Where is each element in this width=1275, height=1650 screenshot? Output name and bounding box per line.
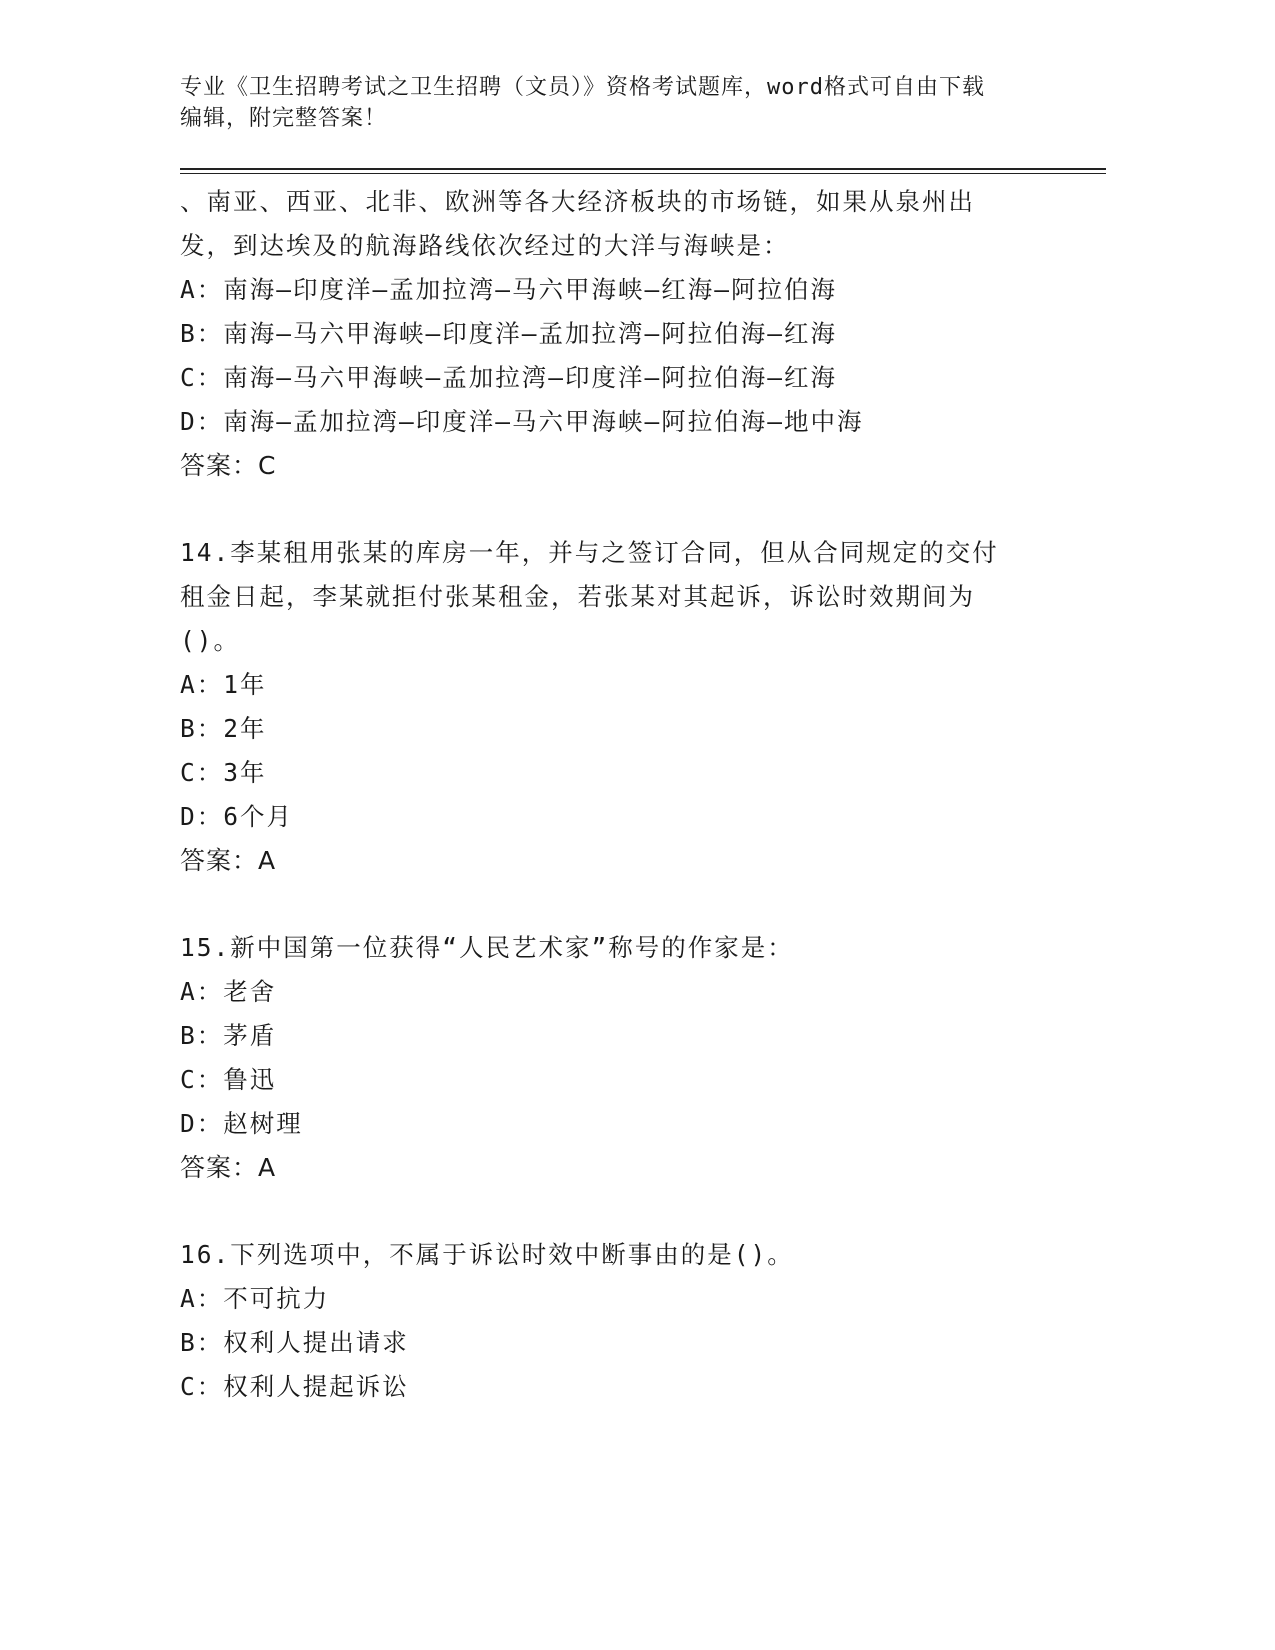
question-text: 16.下列选项中，不属于诉讼时效中断事由的是()。 — [180, 1240, 794, 1269]
answer: 答案：A — [180, 846, 277, 875]
option-c: C：3年 — [180, 758, 267, 787]
header-line-2: 编辑，附完整答案！ — [180, 106, 388, 131]
option-c: C：鲁迅 — [180, 1065, 277, 1094]
option-a: A：不可抗力 — [180, 1284, 330, 1313]
question-16 — [180, 1233, 1060, 1409]
header-divider-thin — [180, 173, 1106, 174]
option-b: B：权利人提出请求 — [180, 1328, 409, 1357]
option-a: A：老舍 — [180, 977, 277, 1006]
option-d: D：南海—孟加拉湾—印度洋—马六甲海峡—阿拉伯海—地中海 — [180, 407, 864, 436]
question-13 — [180, 180, 1060, 488]
question-14 — [180, 531, 1060, 883]
option-b: B：2年 — [180, 714, 267, 743]
option-d: D：赵树理 — [180, 1109, 303, 1138]
question-text: 、南亚、西亚、北非、欧洲等各大经济板块的市场链，如果从泉州出 — [180, 187, 975, 216]
question-text: ()。 — [180, 626, 241, 655]
question-list — [180, 180, 1060, 1409]
option-a: A：南海—印度洋—孟加拉湾—马六甲海峡—红海—阿拉伯海 — [180, 275, 837, 304]
option-a: A：1年 — [180, 670, 267, 699]
option-b: B：南海—马六甲海峡—印度洋—孟加拉湾—阿拉伯海—红海 — [180, 319, 837, 348]
option-d: D：6个月 — [180, 802, 294, 831]
answer: 答案：A — [180, 1153, 277, 1182]
document-header — [180, 72, 1040, 134]
answer: 答案：C — [180, 451, 277, 480]
question-text: 发，到达埃及的航海路线依次经过的大洋与海峡是： — [180, 231, 790, 260]
option-b: B：茅盾 — [180, 1021, 277, 1050]
header-line-1: 专业《卫生招聘考试之卫生招聘（文员）》资格考试题库，word格式可自由下载 — [180, 75, 985, 100]
question-text: 租金日起，李某就拒付张某租金，若张某对其起诉，诉讼时效期间为 — [180, 582, 975, 611]
header-divider-thick — [180, 168, 1106, 170]
question-text: 14.李某租用张某的库房一年，并与之签订合同，但从合同规定的交付 — [180, 538, 999, 567]
question-text: 15.新中国第一位获得“人民艺术家”称号的作家是： — [180, 933, 794, 962]
option-c: C：南海—马六甲海峡—孟加拉湾—印度洋—阿拉伯海—红海 — [180, 363, 837, 392]
question-15 — [180, 926, 1060, 1190]
option-c: C：权利人提起诉讼 — [180, 1372, 409, 1401]
